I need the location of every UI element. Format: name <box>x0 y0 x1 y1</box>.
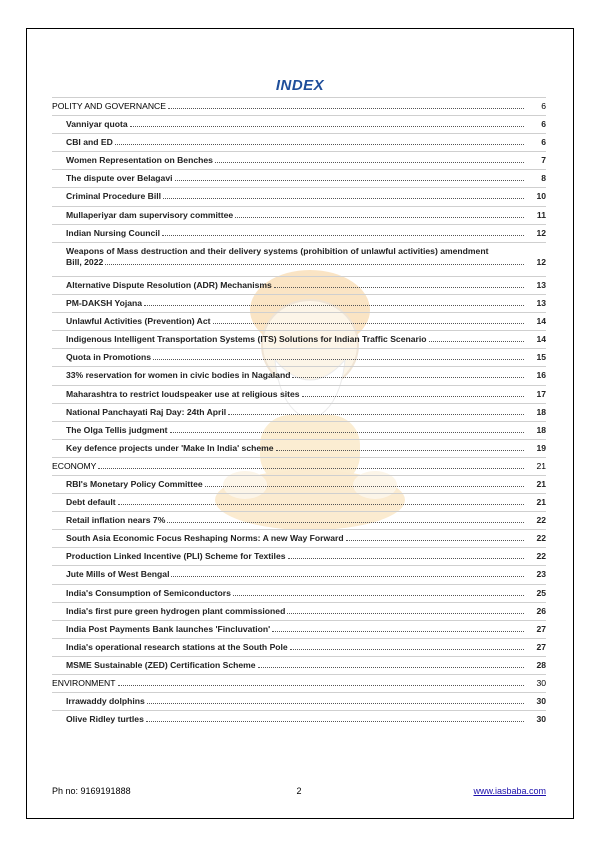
toc-entry-row[interactable] <box>52 421 546 439</box>
toc-page-number: 17 <box>536 388 546 399</box>
toc-entry-label: Irrawaddy dolphins <box>66 696 145 707</box>
toc-entry-row[interactable] <box>52 602 546 620</box>
toc-page-number: 28 <box>536 659 546 670</box>
toc-page-number: 18 <box>536 424 546 435</box>
toc-page-number: 21 <box>536 460 546 471</box>
toc-entry-row[interactable] <box>52 511 546 529</box>
toc-entry-row[interactable] <box>52 242 546 276</box>
toc-entry-label: PM-DAKSH Yojana <box>66 298 143 309</box>
toc-leader-dots <box>118 685 524 686</box>
toc-page-number: 22 <box>536 515 546 526</box>
toc-entry-label: India's operational research stations at the South Pole <box>66 641 288 652</box>
toc-entry-row[interactable] <box>52 312 546 330</box>
toc-entry-row[interactable] <box>52 366 546 384</box>
toc-entry-label: Olive Ridley turtles <box>66 714 144 725</box>
toc-leader-dots <box>276 450 524 451</box>
toc-section-label: ECONOMY <box>52 460 97 471</box>
toc-leader-dots <box>147 703 524 704</box>
toc-leader-dots <box>235 217 524 218</box>
toc-page-number: 26 <box>536 605 546 616</box>
toc-entry-row[interactable] <box>52 115 546 133</box>
toc-entry-label: India's Consumption of Semiconductors <box>66 587 231 598</box>
toc-page-number: 14 <box>536 334 546 345</box>
toc-entry-label: Vanniyar quota <box>66 119 128 130</box>
toc-page-number: 11 <box>536 209 546 220</box>
toc-leader-dots <box>429 341 524 342</box>
toc-leader-dots <box>290 649 524 650</box>
toc-entry-row[interactable] <box>52 656 546 674</box>
toc-leader-dots <box>153 359 524 360</box>
toc-page-number: 6 <box>541 137 546 148</box>
toc-entry-label: Women Representation on Benches <box>66 155 213 166</box>
footer-website-link[interactable]: www.iasbaba.com <box>473 786 546 796</box>
toc-leader-dots <box>258 667 524 668</box>
toc-entry-label: Jute Mills of West Bengal <box>66 569 170 580</box>
toc-entry-row[interactable] <box>52 565 546 583</box>
toc-page-number: 30 <box>536 714 546 725</box>
toc-section-row[interactable] <box>52 674 546 692</box>
toc-entry-label: Retail inflation nears 7% <box>66 515 166 526</box>
toc-leader-dots <box>130 126 524 127</box>
toc-entry-label: Weapons of Mass destruction and their delivery systems (prohibition of unlawful activities) amendment <box>66 245 489 256</box>
toc-page-number: 22 <box>536 533 546 544</box>
toc-leader-dots <box>205 486 524 487</box>
toc-entry-label: Criminal Procedure Bill <box>66 191 162 202</box>
footer-phone: Ph no: 9169191888 <box>52 786 131 796</box>
toc-entry-label: National Panchayati Raj Day: 24th April <box>66 406 227 417</box>
toc-leader-dots <box>272 631 524 632</box>
toc-entry-row[interactable] <box>52 529 546 547</box>
toc-entry-row[interactable] <box>52 348 546 366</box>
toc-entry-label-continued: Bill, 2022 <box>66 256 104 267</box>
toc-entry-row[interactable] <box>52 385 546 403</box>
toc-entry-label: Maharashtra to restrict loudspeaker use at religious sites <box>66 388 300 399</box>
toc-entry-row[interactable] <box>52 638 546 656</box>
toc-page-number: 18 <box>536 406 546 417</box>
toc-entry-row[interactable] <box>52 439 546 457</box>
toc-entry-label: India's first pure green hydrogen plant commissioned <box>66 605 286 616</box>
toc-page-number: 15 <box>536 352 546 363</box>
toc-page-number: 25 <box>536 587 546 598</box>
toc-leader-dots <box>346 540 524 541</box>
toc-entry-label: RBI's Monetary Policy Committee <box>66 478 203 489</box>
toc-page-number: 27 <box>536 641 546 652</box>
toc-entry-row[interactable] <box>52 169 546 187</box>
toc-entry-label: The dispute over Belagavi <box>66 173 173 184</box>
toc-entry-row[interactable] <box>52 294 546 312</box>
toc-entry-row[interactable] <box>52 547 546 565</box>
toc-entry-row[interactable] <box>52 710 546 728</box>
toc-page-number: 6 <box>541 119 546 130</box>
toc-section-row[interactable] <box>52 457 546 475</box>
toc-entry-label: CBI and ED <box>66 137 113 148</box>
toc-page-number: 12 <box>536 227 546 238</box>
toc-page-number: 27 <box>536 623 546 634</box>
toc-page-number: 19 <box>536 442 546 453</box>
toc-page-number: 22 <box>536 551 546 562</box>
toc-entry-row[interactable] <box>52 187 546 205</box>
toc-page-number: 8 <box>541 173 546 184</box>
toc-leader-dots <box>287 613 524 614</box>
toc-entry-row[interactable] <box>52 620 546 638</box>
index-title: INDEX <box>275 77 325 94</box>
toc-entry-label: South Asia Economic Focus Reshaping Norms: A new Way Forward <box>66 533 344 544</box>
toc-entry-label: Alternative Dispute Resolution (ADR) Mechanisms <box>66 279 272 290</box>
toc-section-label: ENVIRONMENT <box>52 678 116 688</box>
toc-leader-dots <box>175 180 525 181</box>
toc-page-number: 12 <box>536 256 546 267</box>
toc-entry-label: Debt default <box>66 497 116 508</box>
toc-leader-dots <box>233 595 524 596</box>
toc-leader-dots <box>292 377 524 378</box>
toc-leader-dots <box>288 558 524 559</box>
toc-page-number: 6 <box>541 101 546 111</box>
toc-section-label: POLITY AND GOVERNANCE <box>52 101 166 111</box>
toc-page-number: 16 <box>536 370 546 381</box>
toc-leader-dots <box>171 576 524 577</box>
toc-page-number: 23 <box>536 569 546 580</box>
toc-entry-label: Production Linked Incentive (PLI) Scheme for Textiles <box>66 551 286 562</box>
toc-entry-row[interactable] <box>52 276 546 294</box>
toc-entry-row[interactable] <box>52 133 546 151</box>
toc-entry-label: Indian Nursing Council <box>66 227 161 238</box>
toc-page-number: 14 <box>536 316 546 327</box>
toc-leader-dots <box>118 504 524 505</box>
toc-leader-dots <box>168 108 524 109</box>
toc-page-number: 10 <box>536 191 546 202</box>
toc-entry-label: 33% reservation for women in civic bodies in Nagaland <box>66 370 291 381</box>
toc-leader-dots <box>215 162 524 163</box>
toc-entry-row[interactable] <box>52 151 546 169</box>
footer-page-number: 2 <box>296 786 302 796</box>
toc-entry-row[interactable] <box>52 224 546 242</box>
toc-entry-label: Unlawful Activities (Prevention) Act <box>66 316 211 327</box>
toc-page-number: 30 <box>536 678 546 688</box>
toc-entry-row[interactable] <box>52 206 546 224</box>
toc-leader-dots <box>163 198 524 199</box>
toc-leader-dots <box>144 305 524 306</box>
toc-leader-dots <box>146 721 524 722</box>
toc-page-number: 30 <box>536 696 546 707</box>
toc-page-number: 21 <box>536 478 546 489</box>
toc-leader-dots <box>115 144 524 145</box>
toc-entry-row[interactable] <box>52 403 546 421</box>
toc-entry-row[interactable] <box>52 475 546 493</box>
toc-entry-label: Mullaperiyar dam supervisory committee <box>66 209 234 220</box>
toc-page-number: 21 <box>536 497 546 508</box>
toc-entry-label: Quota in Promotions <box>66 352 151 363</box>
toc-leader-dots <box>98 468 524 469</box>
toc-leader-dots <box>162 235 524 236</box>
table-of-contents <box>52 97 546 728</box>
toc-leader-dots <box>105 264 524 265</box>
toc-section-row[interactable] <box>52 97 546 115</box>
toc-entry-label: India Post Payments Bank launches 'Fincluvation' <box>66 623 271 634</box>
toc-entry-label: The Olga Tellis judgment <box>66 424 168 435</box>
toc-entry-row[interactable] <box>52 692 546 710</box>
toc-page-number: 13 <box>536 279 546 290</box>
toc-entry-label: Indigenous Intelligent Transportation Systems (ITS) Solutions for Indian Traffic Scenario <box>66 334 427 345</box>
toc-page-number: 7 <box>541 155 546 166</box>
toc-entry-label: Key defence projects under 'Make In India' scheme <box>66 442 274 453</box>
toc-leader-dots <box>213 323 524 324</box>
toc-entry-row[interactable] <box>52 493 546 511</box>
toc-leader-dots <box>228 414 524 415</box>
toc-leader-dots <box>302 396 524 397</box>
toc-entry-label: MSME Sustainable (ZED) Certification Scheme <box>66 659 256 670</box>
toc-entry-row[interactable] <box>52 584 546 602</box>
toc-leader-dots <box>170 432 524 433</box>
toc-leader-dots <box>274 287 524 288</box>
toc-entry-row[interactable] <box>52 330 546 348</box>
toc-page-number: 13 <box>536 298 546 309</box>
toc-leader-dots <box>167 522 524 523</box>
